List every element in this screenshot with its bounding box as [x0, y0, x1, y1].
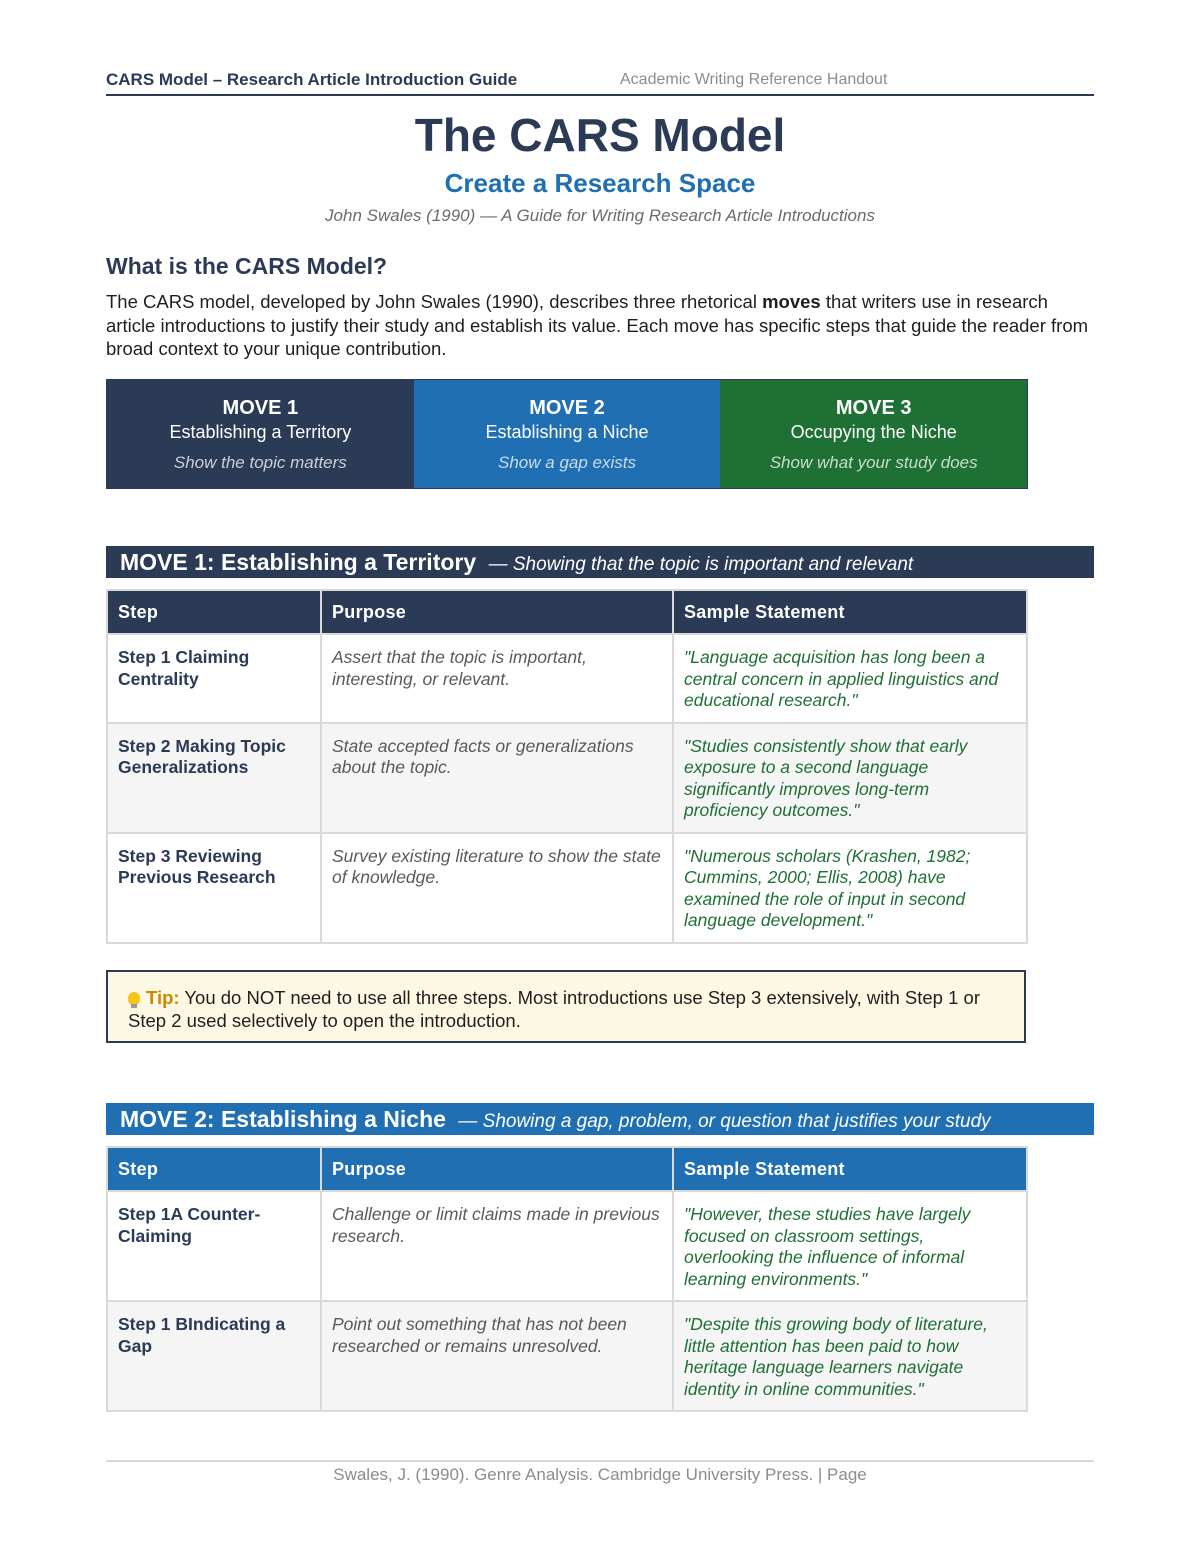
table-row: [107, 723, 1027, 833]
section-heading: What is the CARS Model?: [106, 253, 388, 279]
intro-text-after: that writers use in research article introductions to justify their study and establish its value. Each move has specific steps that guide the reader from broad context to your unique contribution.: [106, 291, 1089, 359]
column-header-step: Step: [107, 590, 321, 634]
header-right: Academic Writing Reference Handout: [620, 71, 888, 88]
footer-rule: [106, 1460, 1094, 1462]
table-header-row: [107, 1147, 1027, 1191]
intro-paragraph: [106, 290, 1094, 361]
table-row: [107, 833, 1027, 943]
move-name: Establishing a Niche: [485, 422, 649, 442]
move-box-2: [414, 380, 721, 488]
move2-band-title: MOVE 2: Establishing a Niche: [120, 1106, 446, 1132]
sample-cell: "Numerous scholars (Krashen, 1982; Cummins, 2000; Ellis, 2008) have examined the role of input in second language development.": [673, 833, 1027, 943]
column-header-sample: Sample Statement: [673, 590, 1027, 634]
intro-text-before: The CARS model, developed by John Swales (1990), describes three rhetorical: [106, 291, 763, 312]
moves-overview: [106, 379, 1028, 489]
move-hint: Show the topic matters: [173, 453, 347, 472]
move1-section-band: [106, 546, 1094, 578]
purpose-cell: State accepted facts or generalizations about the topic.: [321, 723, 673, 833]
page-subtitle: Create a Research Space: [444, 168, 756, 198]
lightbulb-icon: [128, 992, 140, 1005]
tip-label: Tip:: [146, 987, 180, 1008]
move-box-3: [720, 380, 1027, 488]
step-cell: Step 2 Making Topic Generalizations: [107, 723, 321, 833]
column-header-step: Step: [107, 1147, 321, 1191]
move1-band-description: — Showing that the topic is important and relevant: [488, 554, 914, 575]
move-name: Occupying the Niche: [790, 422, 957, 442]
table-row: [107, 1301, 1027, 1411]
step-cell: Step 1A Counter-Claiming: [107, 1191, 321, 1301]
move-name: Establishing a Territory: [169, 422, 352, 442]
move-title: MOVE 1: [222, 397, 299, 419]
intro-bold-term: moves: [762, 291, 821, 312]
running-header: [106, 70, 1094, 96]
move2-steps-table: [106, 1146, 1028, 1412]
move2-band-description: — Showing a gap, problem, or question that justifies your study: [458, 1111, 991, 1132]
column-header-sample: Sample Statement: [673, 1147, 1027, 1191]
move-title: MOVE 2: [529, 397, 605, 419]
purpose-cell: Point out something that has not been researched or remains unresolved.: [321, 1301, 673, 1411]
sample-cell: "However, these studies have largely focused on classroom settings, overlooking the influence of informal learning environments.": [673, 1191, 1027, 1301]
step-cell: Step 1 Claiming Centrality: [107, 634, 321, 723]
move-title: MOVE 3: [835, 397, 912, 419]
header-left: CARS Model – Research Article Introduction Guide: [106, 70, 518, 89]
column-header-purpose: Purpose: [321, 1147, 673, 1191]
purpose-cell: Challenge or limit claims made in previous research.: [321, 1191, 673, 1301]
move-hint: Show what your study does: [769, 453, 978, 472]
tip-callout: [106, 970, 1026, 1043]
table-row: [107, 1191, 1027, 1301]
tip-text: You do NOT need to use all three steps. Most introductions use Step 3 extensively, with Step 1 or Step 2 used selectively to open the introduction.: [128, 987, 980, 1031]
step-cell: Step 3 Reviewing Previous Research: [107, 833, 321, 943]
purpose-cell: Survey existing literature to show the state of knowledge.: [321, 833, 673, 943]
table-header-row: [107, 590, 1027, 634]
table-row: [107, 634, 1027, 723]
move1-band-title: MOVE 1: Establishing a Territory: [120, 549, 477, 575]
page-title: The CARS Model: [414, 109, 786, 161]
column-header-purpose: Purpose: [321, 590, 673, 634]
move-box-1: [107, 380, 414, 488]
sample-cell: "Studies consistently show that early exposure to a second language significantly improves long-term proficiency outcomes.": [673, 723, 1027, 833]
byline: John Swales (1990) — A Guide for Writing Research Article Introductions: [325, 206, 875, 225]
move-hint: Show a gap exists: [498, 453, 636, 472]
move2-section-band: [106, 1103, 1094, 1135]
sample-cell: "Despite this growing body of literature, little attention has been paid to how heritage language learners navigate identity in online communities.": [673, 1301, 1027, 1411]
move1-steps-table: [106, 589, 1028, 944]
step-cell: Step 1 BIndicating a Gap: [107, 1301, 321, 1411]
purpose-cell: Assert that the topic is important, interesting, or relevant.: [321, 634, 673, 723]
page-footer: Swales, J. (1990). Genre Analysis. Cambridge University Press. | Page: [333, 1465, 867, 1484]
sample-cell: "Language acquisition has long been a central concern in applied linguistics and educational research.": [673, 634, 1027, 723]
